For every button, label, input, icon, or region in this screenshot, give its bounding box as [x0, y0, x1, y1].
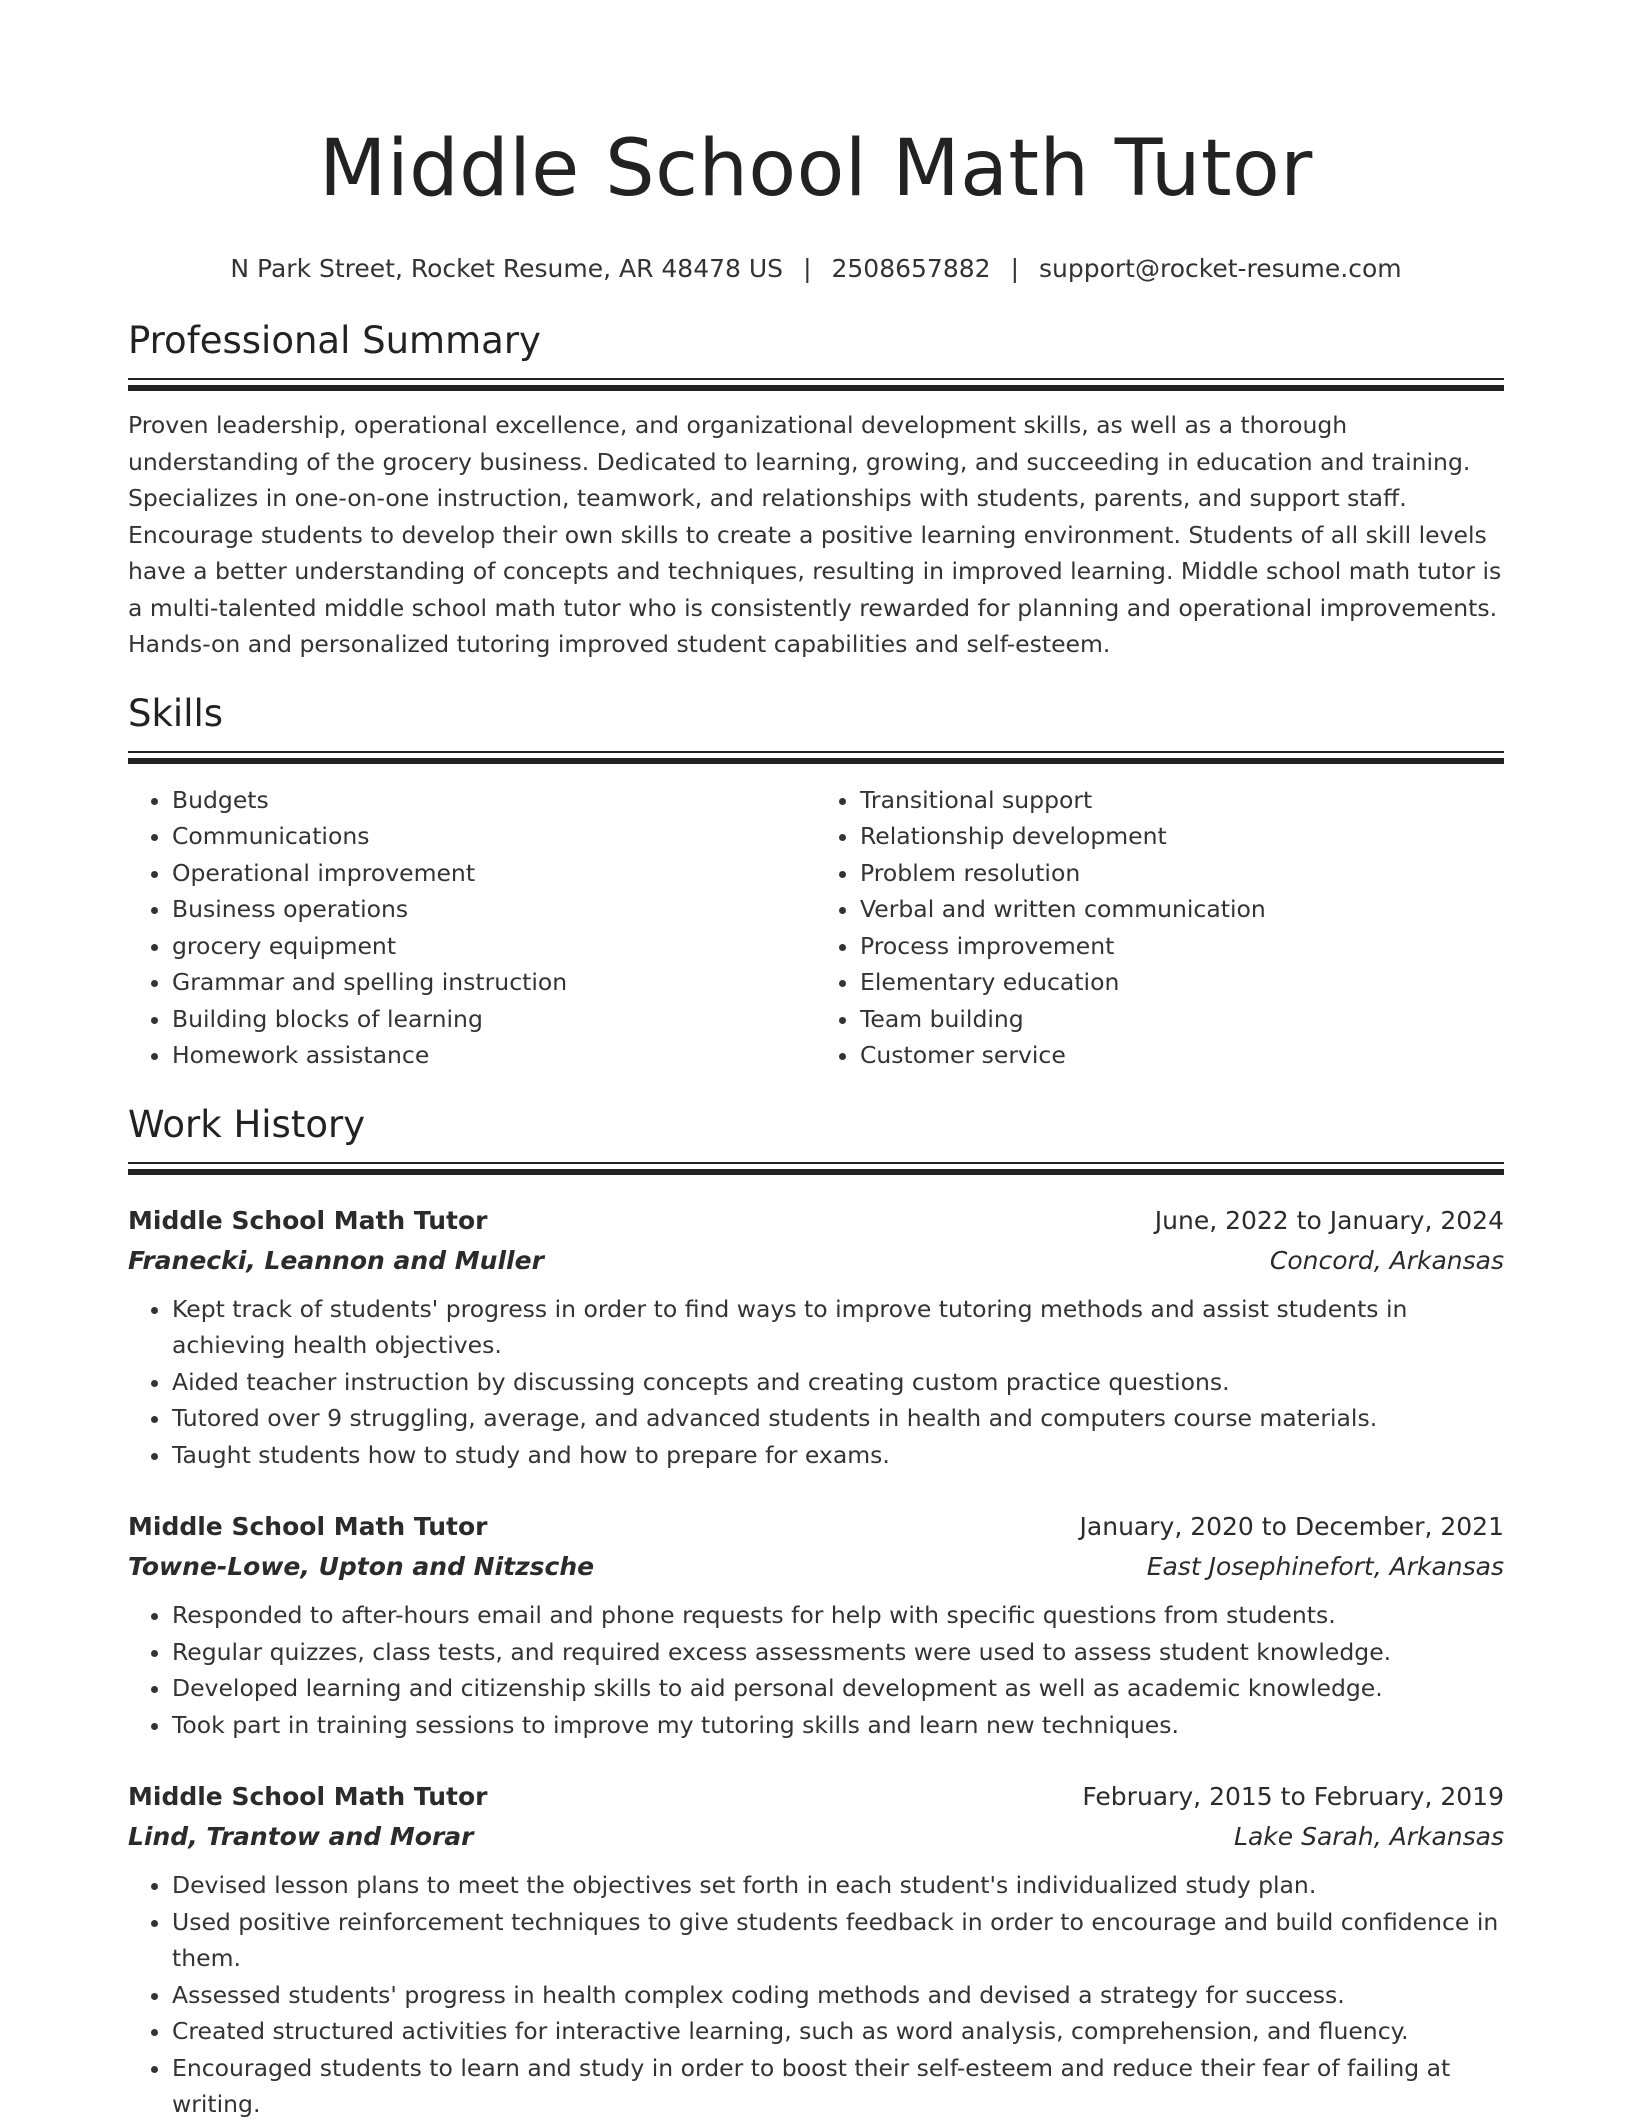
section-divider — [128, 751, 1504, 764]
skills-column-right — [816, 782, 1504, 1074]
skill-item: • grocery equipment — [172, 928, 816, 965]
summary-text: Proven leadership, operational excellence, and organizational development skills, as well as a thorough understanding of the grocery business. Dedicated to learning, growing, and succeeding in education and training. Specializes in one-on-one instruction, teamwork, and relationships with students, parents, and support staff. Encourage students to develop their own skills to create a positive learning environment. Students of all skill levels have a better understanding of concepts and techniques, resulting in improved learning. Middle school math tutor is a multi-talented middle school math tutor who is consistently rewarded for planning and operational improvements. Hands-on and personalized tutoring improved student capabilities and self-esteem. — [128, 411, 1502, 658]
skill-item: • Homework assistance — [172, 1037, 816, 1074]
job-entry — [128, 1507, 1504, 1743]
job-title: Middle School Math Tutor — [128, 1205, 488, 1235]
job-bullet: • Taught students how to study and how to prepare for exams. — [172, 1437, 1504, 1474]
skills-column-left — [128, 782, 816, 1074]
job-entry — [128, 1777, 1504, 2123]
job-bullet: • Regular quizzes, class tests, and required excess assessments were used to assess student knowledge. — [172, 1634, 1504, 1671]
contact-address: N Park Street, Rocket Resume, AR 48478 US — [230, 254, 784, 283]
job-dates: January, 2020 to December, 2021 — [1079, 1512, 1504, 1541]
skill-item: • Process improvement — [860, 928, 1504, 965]
skill-item: • Customer service — [860, 1037, 1504, 1074]
job-location: East Josephinefort, Arkansas — [1146, 1552, 1504, 1581]
job-bullets — [128, 1291, 1504, 1474]
job-bullet: • Developed learning and citizenship skills to aid personal development as well as academic knowledge. — [172, 1670, 1504, 1707]
job-company: Franecki, Leannon and Muller — [128, 1245, 544, 1275]
job-dates: June, 2022 to January, 2024 — [1154, 1205, 1504, 1235]
contact-email: support@rocket-resume.com — [1039, 254, 1402, 283]
skill-item: • Communications — [172, 818, 816, 855]
skill-item: • Grammar and spelling instruction — [172, 964, 816, 1001]
job-location: Lake Sarah, Arkansas — [1234, 1822, 1504, 1851]
job-bullet: • Assessed students' progress in health complex coding methods and devised a strategy for success. — [172, 1977, 1504, 2014]
job-header-row — [128, 1201, 1504, 1241]
skills-section — [128, 691, 1504, 1074]
job-bullets — [128, 1867, 1504, 2123]
job-company-row — [128, 1241, 1504, 1281]
section-divider — [128, 1162, 1504, 1175]
skills-grid — [128, 782, 1504, 1074]
job-entry — [128, 1201, 1504, 1474]
skill-item: • Building blocks of learning — [172, 1001, 816, 1038]
job-location: Concord, Arkansas — [1269, 1245, 1504, 1275]
skill-item: • Transitional support — [860, 782, 1504, 819]
work-history-section — [128, 1102, 1504, 2123]
section-divider — [128, 378, 1504, 391]
job-company-row — [128, 1817, 1504, 1857]
section-heading-skills: Skills — [128, 691, 224, 735]
job-header-row — [128, 1507, 1504, 1547]
skill-item: • Budgets — [172, 782, 816, 819]
skill-item: • Business operations — [172, 891, 816, 928]
professional-summary-section — [128, 318, 1504, 663]
skill-item: • Team building — [860, 1001, 1504, 1038]
job-bullet: • Created structured activities for interactive learning, such as word analysis, comprehension, and fluency. — [172, 2013, 1504, 2050]
job-dates: February, 2015 to February, 2019 — [1082, 1782, 1504, 1811]
contact-phone: 2508657882 — [831, 254, 991, 283]
job-company-row — [128, 1547, 1504, 1587]
job-bullet: • Used positive reinforcement techniques to give students feedback in order to encourage and build confidence in them. — [172, 1904, 1504, 1977]
skill-item: • Problem resolution — [860, 855, 1504, 892]
job-title: Middle School Math Tutor — [128, 1782, 488, 1811]
job-bullet: • Took part in training sessions to improve my tutoring skills and learn new techniques. — [172, 1707, 1504, 1744]
contact-line — [128, 254, 1504, 284]
job-bullet: • Aided teacher instruction by discussing concepts and creating custom practice questions. — [172, 1364, 1504, 1401]
skill-item: • Relationship development — [860, 818, 1504, 855]
job-bullet: • Kept track of students' progress in order to find ways to improve tutoring methods and assist students in achieving health objectives. — [172, 1291, 1504, 1364]
skill-item: • Operational improvement — [172, 855, 816, 892]
resume-title: Middle School Math Tutor — [319, 124, 1313, 214]
job-company: Lind, Trantow and Morar — [128, 1822, 474, 1851]
job-bullet: • Responded to after-hours email and phone requests for help with specific questions from students. — [172, 1597, 1504, 1634]
job-bullet: • Devised lesson plans to meet the objectives set forth in each student's individualized study plan. — [172, 1867, 1504, 1904]
skill-item: • Elementary education — [860, 964, 1504, 1001]
job-title: Middle School Math Tutor — [128, 1512, 488, 1541]
section-heading-work: Work History — [128, 1102, 366, 1146]
job-company: Towne-Lowe, Upton and Nitzsche — [128, 1552, 595, 1581]
job-header-row — [128, 1777, 1504, 1817]
job-bullet: • Encouraged students to learn and study in order to boost their self-esteem and reduce their fear of failing at writing. — [172, 2050, 1504, 2123]
job-bullet: • Tutored over 9 struggling, average, and advanced students in health and computers course materials. — [172, 1400, 1504, 1437]
contact-separator: | — [1010, 254, 1019, 283]
skill-item: • Verbal and written communication — [860, 891, 1504, 928]
job-bullets — [128, 1597, 1504, 1743]
contact-separator: | — [803, 254, 812, 283]
section-heading-summary: Professional Summary — [128, 319, 541, 362]
